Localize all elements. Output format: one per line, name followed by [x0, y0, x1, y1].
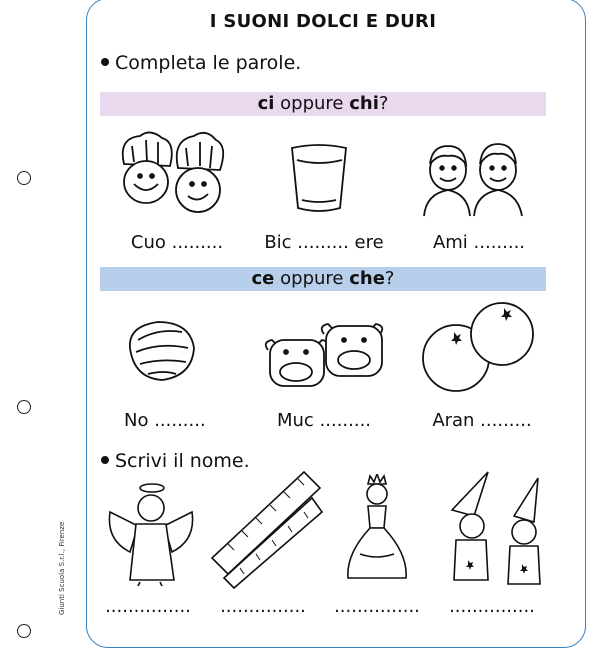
- band-question-mark: ?: [378, 93, 389, 114]
- answer-line: ...............: [449, 596, 535, 617]
- answer-line: ...............: [334, 596, 420, 617]
- cows-illustration: [262, 320, 388, 390]
- binder-hole: [17, 171, 31, 185]
- band-ci-chi: [100, 92, 546, 116]
- angel-illustration: [104, 482, 196, 588]
- friends-illustration: [418, 134, 528, 220]
- walnut-illustration: [124, 318, 198, 384]
- rulers-illustration: [208, 468, 324, 590]
- binder-hole: [17, 400, 31, 414]
- oranges-illustration: [418, 300, 536, 398]
- word-label: No .........: [124, 410, 206, 431]
- instruction-complete: [101, 52, 301, 74]
- page-title: I SUONI DOLCI E DURI: [209, 11, 437, 32]
- instruction-text: Completa le parole.: [115, 52, 302, 74]
- word-label: Aran .........: [432, 410, 532, 431]
- word-label: Muc .........: [276, 410, 372, 431]
- answer-line: ...............: [220, 596, 306, 617]
- instruction-text: Scrivi il nome.: [115, 450, 250, 472]
- wizards-illustration: [440, 466, 550, 590]
- band-option-b: che: [349, 268, 385, 289]
- glass-illustration: [284, 140, 354, 216]
- copyright-credit: Giunti Scuola S.r.l., Firenze: [58, 521, 66, 615]
- band-connector: oppure: [274, 268, 350, 289]
- answer-line: ...............: [105, 596, 191, 617]
- band-question-mark: ?: [384, 268, 395, 289]
- band-connector: oppure: [274, 93, 350, 114]
- word-label: Bic ......... ere: [264, 232, 384, 253]
- bullet-icon: [101, 456, 109, 464]
- word-label: Ami .........: [432, 232, 526, 253]
- princess-illustration: [340, 474, 414, 586]
- word-label: Cuo .........: [130, 232, 224, 253]
- band-option-a: ce: [251, 268, 275, 289]
- bullet-icon: [101, 58, 109, 66]
- band-ce-che: [100, 267, 546, 291]
- band-option-a: ci: [257, 93, 275, 114]
- binder-hole: [17, 624, 31, 638]
- band-option-b: chi: [349, 93, 379, 114]
- cooks-illustration: [110, 124, 232, 224]
